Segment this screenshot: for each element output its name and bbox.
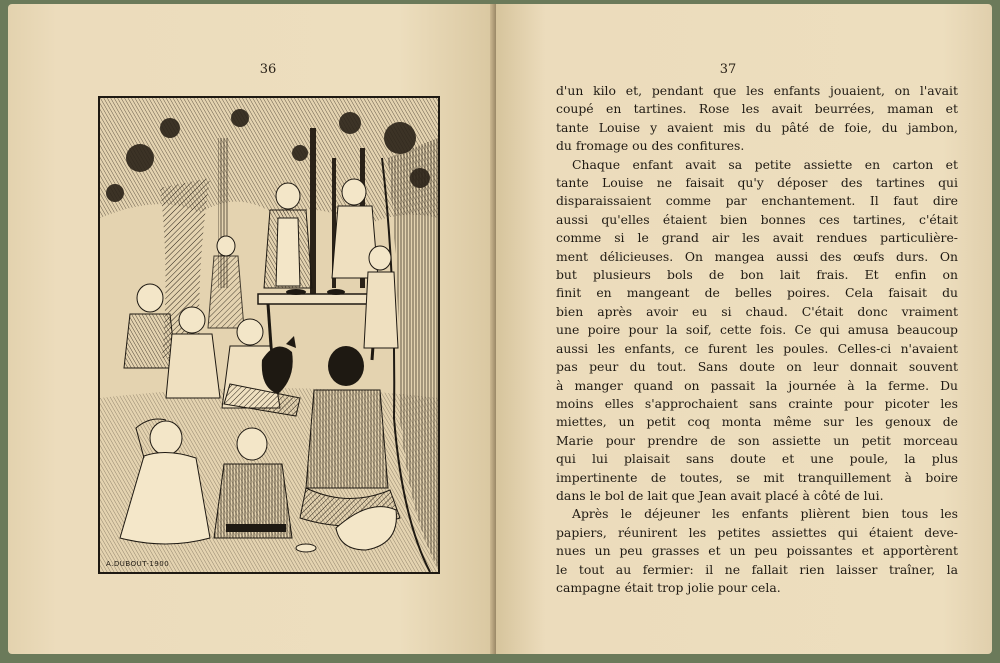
text-line: aussi qu'elles étaient bien bonnes ces tartines, c'était [556,211,958,227]
text-line: moins elles s'approchaient sans crainte pour picoter les [556,395,958,411]
paragraph [556,156,958,506]
text-line: miettes, un petit coq monta même sur les genoux de [556,414,958,430]
text-line: tante Louise ne faisait qu'y déposer des tartines qui [556,175,958,191]
text-line: d'un kilo et, pendant que les enfants jouaient, on l'avait [556,83,958,98]
page-number-left: 36 [259,62,277,77]
page-number-right: 37 [719,62,737,77]
text-line: ment délicieuses. On mangea aussi des œufs durs. On [556,248,958,264]
text-line: papiers, réunirent les petites assiettes qui étaient deve- [556,524,958,540]
text-line: nues un peu grasses et un peu poissantes et apportèrent [556,543,958,559]
paragraph [556,505,958,597]
text-line: but plusieurs bols de bon lait frais. Et enfin on [556,267,958,283]
picnic-scene-drawing [100,98,438,572]
text-line: Après le déjeuner les enfants plièrent bien tous les [572,506,958,522]
text-line: finit en mangeant de belles poires. Cela faisait du [556,285,958,301]
text-line: coupé en tartines. Rose les avait beurrées, maman et [556,101,958,117]
text-line: Marie pour prendre de son assiette un petit morceau [556,432,958,448]
text-line: aussi les enfants, ce furent les poules. Celles-ci n'avaient [556,340,958,356]
text-line: pas peur du tout. Sans doute on leur donnait souvent [556,359,958,375]
text-line: du fromage ou des confitures. [556,138,745,154]
text-line: le tout au fermier: il ne fallait rien laisser traîner, la [556,561,958,577]
body-text [556,82,958,597]
engraving-illustration [98,96,440,574]
text-line: disparaissaient comme par enchantement. Il faut dire [556,193,958,209]
right-page [496,4,992,654]
text-line: dans le bol de lait que Jean avait placé à côté de lui. [556,487,884,503]
text-line: tante Louise y avaient mis du pâté de foie, du jambon, [556,119,958,135]
text-line: bien après avoir eu si chaud. C'était donc vraiment [556,303,958,319]
paragraph [556,82,958,156]
text-line: comme si le grand air les avait rendues particulière- [556,230,958,246]
text-line: Chaque enfant avait sa petite assiette en carton et [572,156,958,172]
text-line: impertinente de toutes, se mit tranquillement à boire [556,469,958,485]
left-page [8,4,496,654]
illustration-signature: A.DUBOUT-1900 [106,560,170,568]
text-line: à manger quand on passait la journée à la ferme. Du [556,377,958,393]
text-line: campagne était trop jolie pour cela. [556,579,781,595]
text-line: une poire pour la soif, cette fois. Ce qui amusa beaucoup [556,322,958,338]
text-line: qui lui plaisait sans doute et une poule, la plus [556,451,958,467]
